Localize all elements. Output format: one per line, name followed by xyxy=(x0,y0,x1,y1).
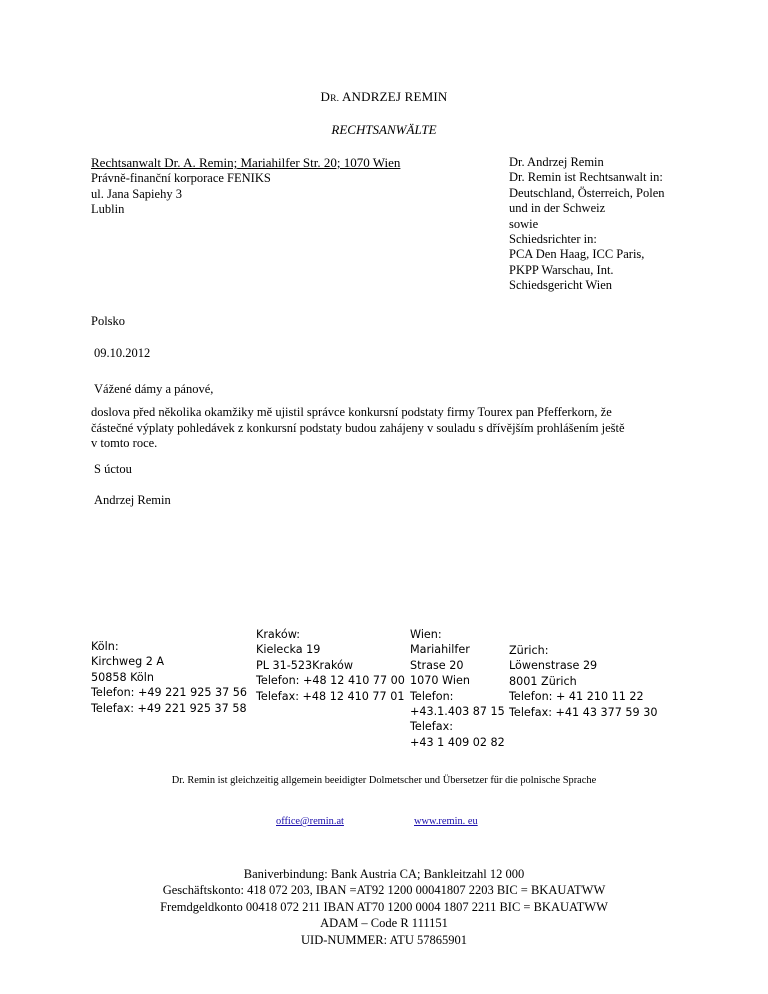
email-link[interactable]: office@remin.at xyxy=(276,816,344,827)
lawyer-info-line: Schiedsrichter in: xyxy=(509,232,597,247)
office-line: Telefax: +49 221 925 37 58 xyxy=(91,701,247,715)
office-line: Mariahilfer xyxy=(410,643,470,657)
office-line: Telefax: +41 43 377 59 30 xyxy=(509,705,658,719)
sender-rest: Mariahilfer Str. 20; 1070 Wien xyxy=(237,155,401,170)
office-line: 8001 Zürich xyxy=(509,674,577,688)
letter-date: 09.10.2012 xyxy=(94,346,151,360)
recipient-line: ul. Jana Sapiehy 3 xyxy=(91,186,182,201)
name-text: ANDRZEJ REMIN xyxy=(339,89,448,104)
recipient-line: Lublin xyxy=(91,202,125,216)
bank-line: Geschäftskonto: 418 072 203, IBAN =AT92 1200 00041807 2203 BIC = BKAUATWW xyxy=(162,883,606,898)
lawyer-info-line: und in der Schweiz xyxy=(509,201,606,216)
office-line: Telefon: + 41 210 11 22 xyxy=(509,690,644,704)
office-line: Kraków: xyxy=(256,628,301,641)
office-wien xyxy=(410,627,505,750)
letter-body xyxy=(91,405,671,452)
recipient-line: Právně-finanční korporace FENIKS xyxy=(91,171,271,185)
recipient-address xyxy=(91,171,271,218)
office-zurich xyxy=(509,643,657,720)
office-line: Löwenstrase 29 xyxy=(509,659,598,673)
lawyer-info-column xyxy=(509,155,665,294)
body-line: částečné výplaty pohledávek z konkursní podstaty budou zahájeny v souladu s dřívějším prohlášením ještě xyxy=(91,420,625,435)
lawyer-info-line: Dr. Remin ist Rechtsanwalt in: xyxy=(509,170,663,185)
office-line: Telefax: +48 12 410 77 01 xyxy=(256,689,405,703)
office-line: Wien: xyxy=(410,628,442,641)
office-line: Kirchweg 2 A xyxy=(91,655,165,669)
lawyer-info-line: Schiedsgericht Wien xyxy=(509,278,613,293)
office-koln xyxy=(91,639,247,716)
office-line: 1070 Wien xyxy=(410,674,470,688)
lawyer-info-line: PKPP Warschau, Int. xyxy=(509,262,614,277)
salutation: Vážené dámy a pánové, xyxy=(94,382,214,396)
bank-line: Baniverbindung: Bank Austria CA; Bankleitzahl 12 000 xyxy=(243,867,525,881)
interpreter-note: Dr. Remin ist gleichzeitig allgemein beeidigter Dolmetscher und Übersetzer für die polnische Sprache xyxy=(171,775,597,786)
sender-underlined: Rechtsanwalt Dr. A. Remin; xyxy=(91,155,238,170)
lawyer-info-line: Dr. Andrzej Remin xyxy=(509,155,604,169)
letterhead-name xyxy=(0,89,768,105)
office-line: +43 1 409 02 82 xyxy=(410,735,505,749)
office-line: Kielecka 19 xyxy=(256,643,321,657)
office-line: 50858 Köln xyxy=(91,670,154,684)
signature-name: Andrzej Remin xyxy=(94,493,171,507)
bank-line: ADAM – Code R 111151 xyxy=(320,916,448,931)
office-line: Telefon: +48 12 410 77 00 xyxy=(256,674,405,688)
office-line: Telefax: xyxy=(410,720,453,734)
body-line: v tomto roce. xyxy=(91,436,158,450)
office-line: Köln: xyxy=(91,640,119,653)
office-line: PL 31-523Kraków xyxy=(256,658,354,672)
office-line: Strase 20 xyxy=(410,658,464,672)
name-prefix-small: R. xyxy=(330,94,340,104)
sender-line xyxy=(91,155,400,170)
website-link[interactable]: www.remin. eu xyxy=(414,816,478,827)
lawyer-info-line: Deutschland, Österreich, Polen xyxy=(509,185,665,200)
office-line: Zürich: xyxy=(509,644,549,657)
letterhead-subtitle: RECHTSANWÄLTE xyxy=(331,122,437,137)
office-line: +43.1.403 87 15 xyxy=(410,705,505,719)
office-line: Telefon: +49 221 925 37 56 xyxy=(91,686,248,700)
closing: S úctou xyxy=(94,462,132,476)
lawyer-info-line: sowie xyxy=(509,216,539,231)
lawyer-info-line: PCA Den Haag, ICC Paris, xyxy=(509,247,645,262)
body-line: doslova před několika okamžiky mě ujistil správce konkursní podstaty firmy Tourex pan Pfefferkorn, že xyxy=(91,405,612,419)
bank-details xyxy=(0,866,768,948)
office-line: Telefon: xyxy=(410,689,454,703)
bank-line: UID-NUMMER: ATU 57865901 xyxy=(301,932,467,947)
office-krakow xyxy=(256,627,405,704)
recipient-country: Polsko xyxy=(91,314,126,328)
name-prefix-big: D xyxy=(320,89,331,104)
bank-line: Fremdgeldkonto 00418 072 211 IBAN AT70 1200 0004 1807 2211 BIC = BKAUATWW xyxy=(160,899,608,914)
